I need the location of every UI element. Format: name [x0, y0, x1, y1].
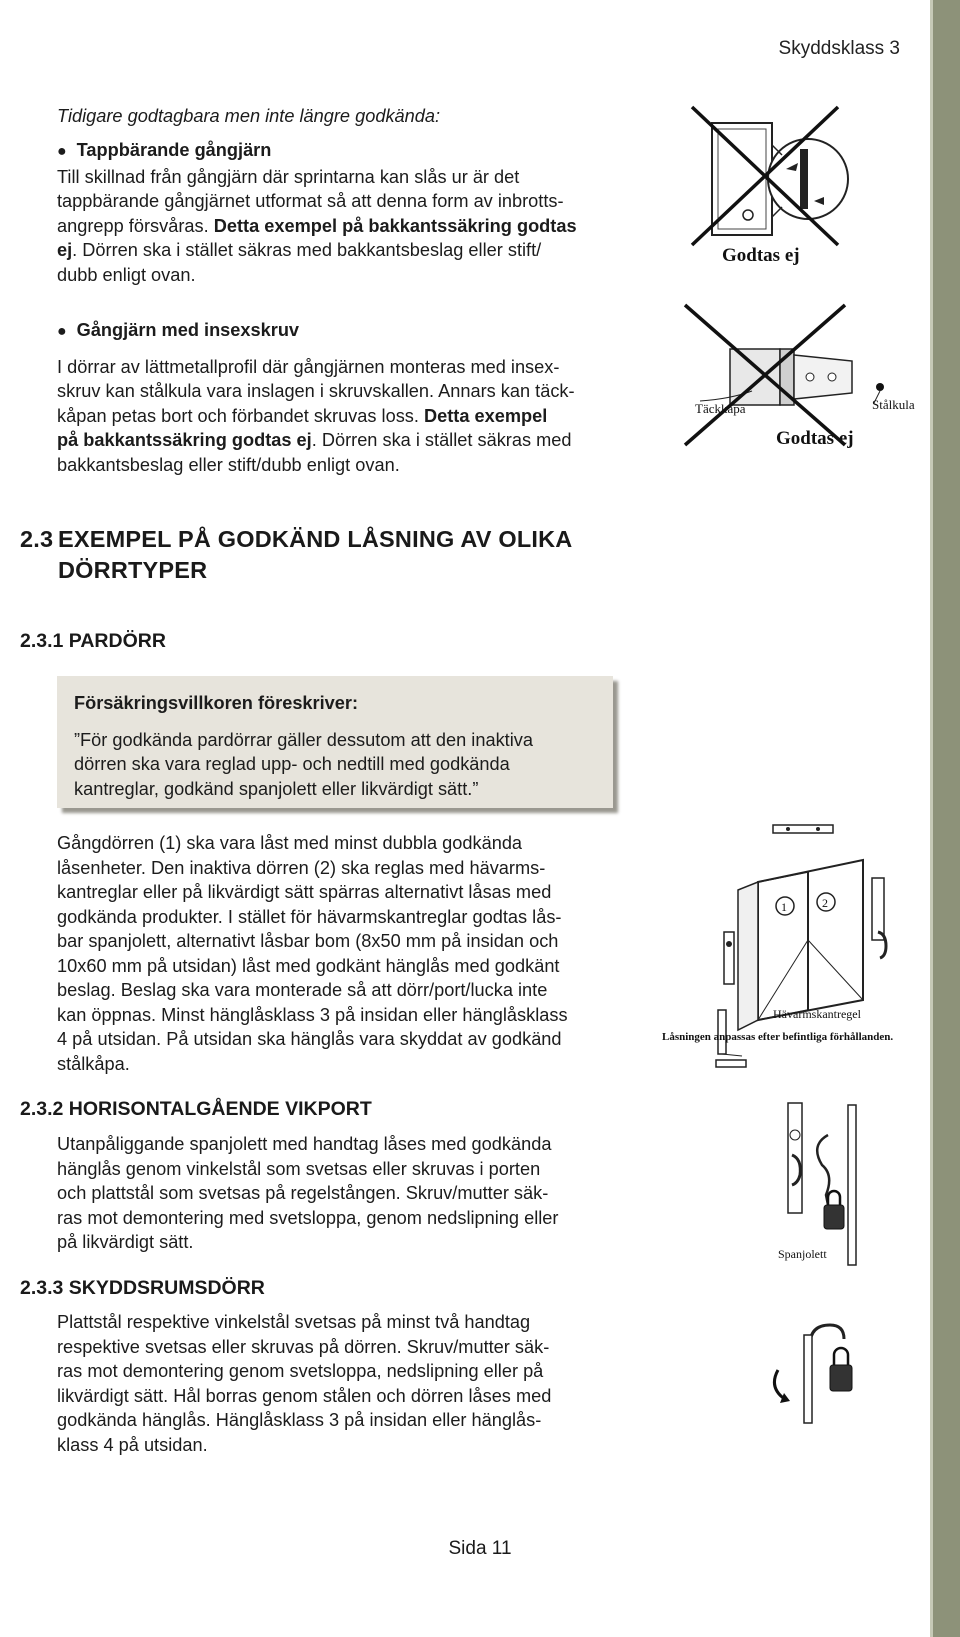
- door-outline: [758, 860, 863, 1020]
- bullet-item-tappbarande: [57, 138, 617, 287]
- text-line: beslag. Beslag ska vara monterade så att dörr/port/lucka inte: [57, 980, 548, 1000]
- text-line: godkända hänglås. Hänglåsklass 3 på insidan eller hänglås-: [57, 1410, 542, 1430]
- text-line: och plattstål som svetsas på regelstången. Skruv/mutter säk-: [57, 1183, 549, 1203]
- quote-line: kantreglar, godkänd spanjolett eller likvärdigt sätt.”: [74, 778, 479, 799]
- item-title: Tappbärande gångjärn: [76, 140, 272, 160]
- figure-caption: Låsningen anpassas efter befintliga förhållanden.: [662, 1031, 894, 1043]
- text-line: Till skillnad från gångjärn där sprintarna kan slås ur är det: [57, 166, 520, 187]
- label-tackkapa: Täckkåpa: [695, 401, 746, 416]
- text-line: ras mot demontering med svetsloppa, genom nedslipning eller: [57, 1207, 559, 1228]
- figure-hinge-not-approved: [690, 105, 860, 275]
- text-line: hänglås genom vinkelstål som svetsas eller skruvas i porten: [57, 1158, 541, 1179]
- subsection-heading-2-3-2: 2.3.2 HORISONTALGÅENDE VIKPORT: [20, 1098, 372, 1120]
- text-line: klass 4 på utsidan.: [57, 1434, 208, 1455]
- hinge-plate-right: [794, 355, 852, 399]
- item-title: Gångjärn med insexskruv: [76, 320, 300, 340]
- padlock-icon: [824, 1205, 844, 1229]
- bullet-icon: ●: [57, 143, 67, 160]
- bullet-icon: ●: [57, 323, 67, 340]
- figure-skyddsrumsdorr: [760, 1315, 880, 1425]
- text-line: likvärdigt sätt. Hål borras genom stålen och dörren låses med: [57, 1385, 552, 1406]
- text-line: Gångdörren (1) ska vara låst med minst dubbla godkända: [57, 833, 523, 853]
- text-line: 4 på utsidan. På utsidan ska hänglås vara skyddat av godkänd: [57, 1029, 562, 1049]
- text-line: dubb enligt ovan.: [57, 264, 196, 285]
- paragraph-pardorr: [57, 831, 617, 1076]
- hinge-plate-left: [730, 349, 780, 405]
- bullet-item-insexskruv: [57, 318, 617, 477]
- subsection-heading-2-3-3: 2.3.3 SKYDDSRUMSDÖRR: [20, 1277, 265, 1299]
- padlock-icon: [830, 1365, 852, 1391]
- section-number: 2.3: [20, 526, 54, 552]
- lock-case-icon: [724, 932, 734, 984]
- quote-box: [57, 676, 613, 808]
- section-heading-2-3: [20, 524, 573, 586]
- text-line: 10x60 mm på utsidan) låst med godkänt hänglås med godkänt: [57, 955, 560, 976]
- text-line: godkända produkter. I stället för hävarmskantreglar godtas lås-: [57, 906, 562, 927]
- figure-spanjolett: [770, 1095, 910, 1265]
- door-number-1: 1: [781, 900, 787, 914]
- paragraph-vikport: [57, 1132, 617, 1255]
- steel-ball: [876, 383, 884, 391]
- text-line: respektive svetsas eller skruvas på dörren. Skruv/mutter säk-: [57, 1336, 550, 1357]
- text-line: I dörrar av lättmetallprofil där gångjärnen monteras med insex-: [57, 356, 560, 377]
- text-line: stålkåpa.: [57, 1053, 130, 1074]
- label-stalkula: Stålkula: [872, 397, 915, 412]
- text-line: bakkantsbeslag eller stift/dubb enligt ovan.: [57, 454, 400, 475]
- text-line: bar spanjolett, alternativt låsbar bom (8x50 mm på insidan och: [57, 931, 559, 951]
- figure-insexskruv-not-approved: [680, 305, 920, 470]
- text-span: kåpan petas bort och förbandet skruvas loss.: [57, 405, 424, 426]
- text-span: . Dörren ska i stället säkras med bakkantsbeslag eller stift/: [72, 240, 542, 260]
- paragraph-skyddsrumsdorr: [57, 1310, 617, 1457]
- text-span-bold: Detta exempel på bakkantssäkring godtas: [213, 215, 577, 236]
- page-header: Skyddsklass 3: [778, 38, 900, 59]
- text-line: Utanpåliggande spanjolett med handtag låses med godkända: [57, 1134, 552, 1154]
- quote-line: ”För godkända pardörrar gäller dessutom att den inaktiva: [74, 729, 533, 750]
- text-span-bold: ej: [57, 240, 73, 260]
- text-line: låsenheter. Den inaktiva dörren (2) ska reglas med hävarms-: [57, 857, 546, 878]
- figure-double-door: [662, 820, 923, 1090]
- text-line: tappbärande gångjärnet utformat så att denna form av inbrotts-: [57, 191, 564, 211]
- side-color-bar: [930, 0, 960, 1637]
- text-line: kan öppnas. Minst hänglåsklass 3 på insidan eller hänglåsklass: [57, 1004, 568, 1025]
- text-line: på likvärdigt sätt.: [57, 1232, 194, 1252]
- text-span: angrepp försvåras.: [57, 215, 214, 236]
- figure-caption: Godtas ej: [722, 245, 800, 266]
- intro-heading: Tidigare godtagbara men inte längre godkända:: [57, 106, 441, 126]
- subsection-heading-2-3-1: 2.3.1 PARDÖRR: [20, 630, 166, 652]
- label-spanjolett: Spanjolett: [778, 1247, 827, 1261]
- text-line: skruv kan stålkula vara inslagen i skruvskallen. Annars kan täck-: [57, 381, 575, 401]
- quote-line: dörren ska vara reglad upp- och nedtill med godkända: [74, 754, 510, 774]
- text-span-bold: Detta exempel: [424, 405, 548, 426]
- section-title-line: DÖRRTYPER: [58, 557, 208, 583]
- door-number-2: 2: [822, 896, 828, 910]
- text-line: kantreglar eller på likvärdigt sätt spärras alternativt låsas med: [57, 882, 552, 902]
- text-line: Plattstål respektive vinkelstål svetsas på minst två handtag: [57, 1312, 531, 1332]
- text-line: ras mot demontering genom svetsloppa, nedslipning eller på: [57, 1361, 544, 1381]
- page-number: Sida 11: [448, 1538, 512, 1559]
- figure-caption: Godtas ej: [776, 428, 854, 449]
- text-span: . Dörren ska i stället säkras med: [311, 430, 572, 450]
- quote-title: Försäkringsvillkoren föreskriver:: [74, 693, 359, 713]
- label-havarmskantregel: Hävarmskantregel: [773, 1007, 861, 1021]
- text-span-bold: på bakkantssäkring godtas ej: [57, 430, 312, 450]
- section-title-line: EXEMPEL PÅ GODKÄND LÅSNING AV OLIKA: [58, 526, 573, 552]
